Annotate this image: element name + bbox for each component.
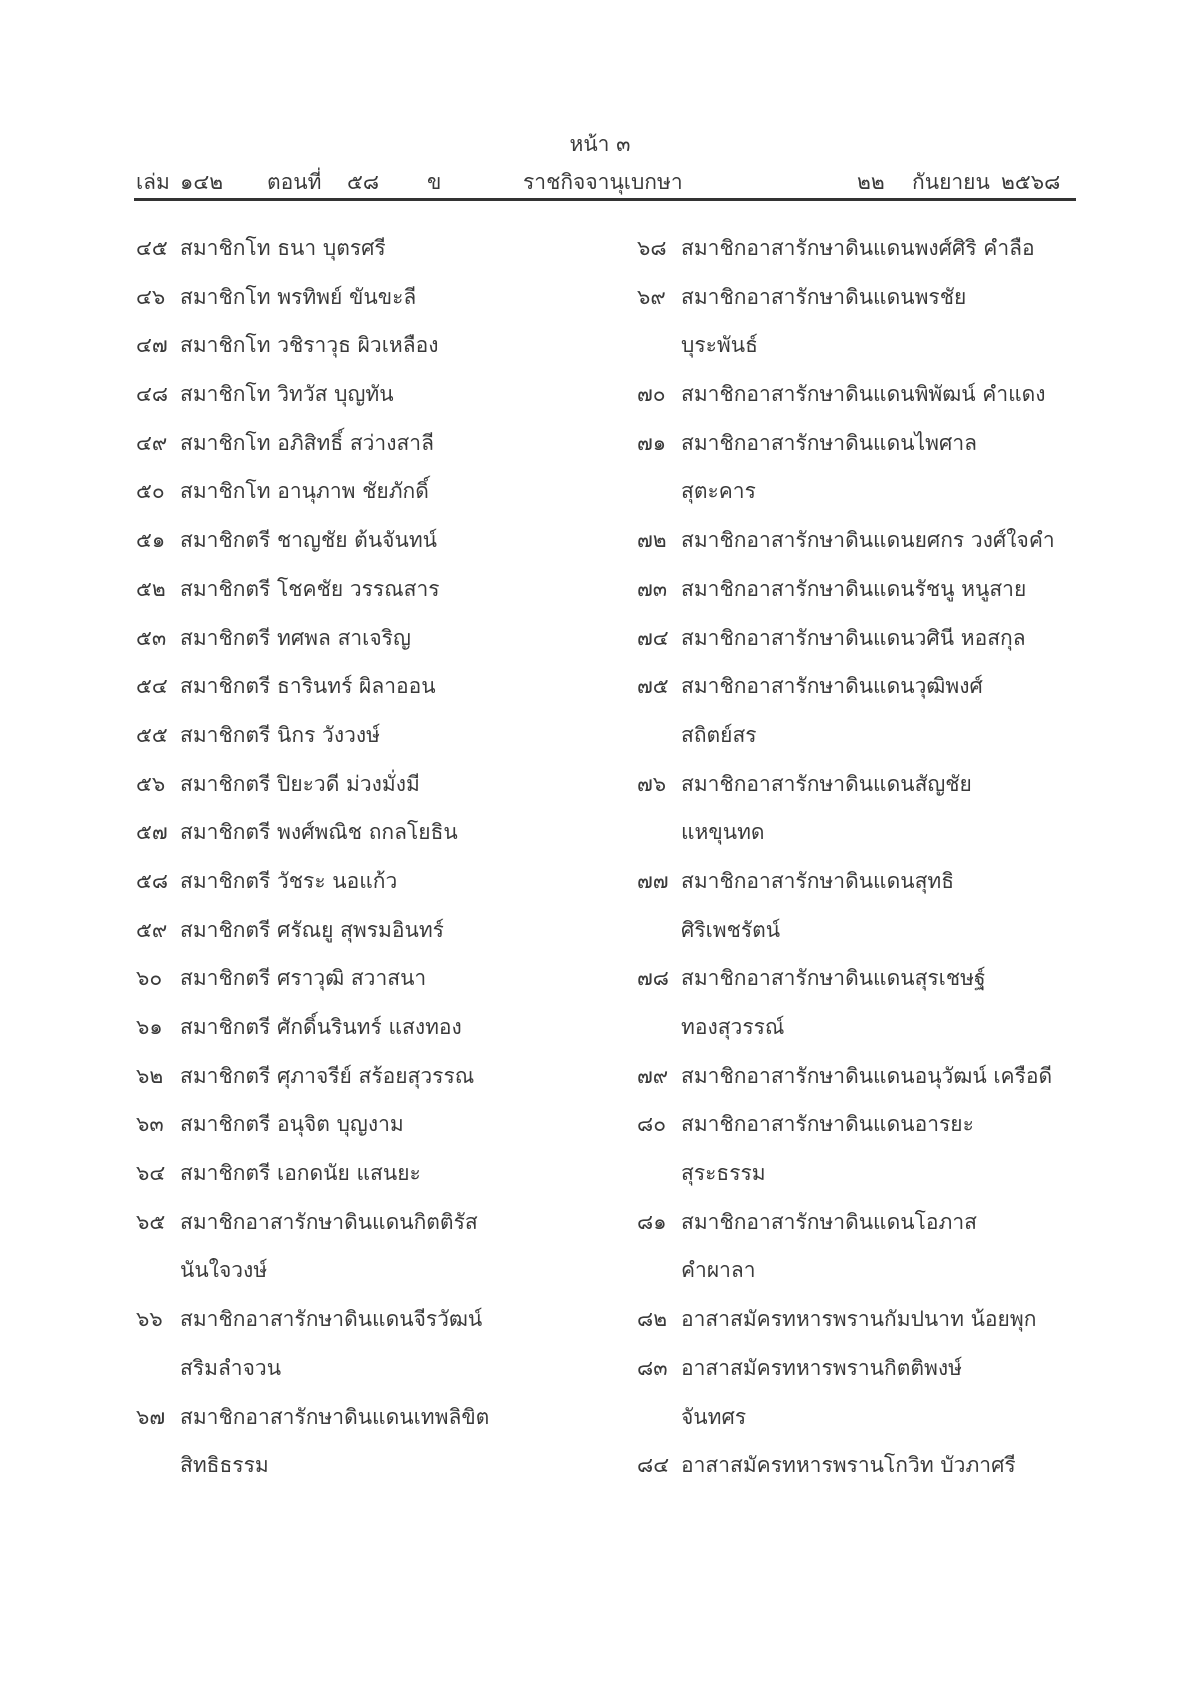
- list-item-line: [637, 1250, 1055, 1299]
- list-item-line: [136, 1007, 489, 1056]
- list-item-line: [637, 1056, 1055, 1105]
- list-item-line: [136, 958, 489, 1007]
- list-item-line: [637, 569, 1055, 618]
- member-name: สมาชิกอาสารักษาดินแดนพงศ์ศิริ คำลือ: [681, 236, 1035, 260]
- volume-number: ๑๔๒: [180, 170, 224, 194]
- left-name-list: [136, 228, 489, 1494]
- item-number: ๘๔: [637, 1453, 670, 1478]
- member-name: สมาชิกตรี ศรัณยู สุพรมอินทร์: [180, 917, 444, 942]
- list-item-line: [637, 1348, 1055, 1397]
- member-name: สมาชิกอาสารักษาดินแดนสุรเชษฐ์: [681, 966, 986, 991]
- member-name: สมาชิกอาสารักษาดินแดนอนุวัฒน์ เครือดี: [681, 1063, 1053, 1088]
- list-item: [637, 1445, 1055, 1494]
- list-item-line: [637, 618, 1055, 667]
- item-number: ๗๓: [637, 576, 668, 601]
- item-number: ๗๒: [637, 528, 667, 553]
- list-item: [136, 423, 489, 472]
- member-name: สมาชิกตรี อนุจิต บุญงาม: [180, 1112, 404, 1137]
- item-number: [637, 1397, 681, 1446]
- list-item-line: [637, 423, 1055, 472]
- list-item-line: [637, 1445, 1055, 1494]
- list-item: [136, 520, 489, 569]
- item-number: ๖๐: [136, 966, 163, 991]
- item-number: ๕๗: [136, 820, 168, 845]
- item-number: [637, 1250, 681, 1299]
- list-item: [136, 715, 489, 764]
- list-item-line: [637, 228, 1055, 277]
- item-number: [637, 1007, 681, 1056]
- list-item: [637, 861, 1055, 958]
- list-item-line: [136, 1299, 489, 1348]
- member-name: สริมลำจวน: [180, 1355, 282, 1380]
- member-name: สมาชิกตรี ทศพล สาเจริญ: [180, 625, 411, 650]
- member-name: นันใจวงษ์: [180, 1258, 268, 1283]
- item-number: ๗๑: [637, 430, 667, 455]
- member-name: สมาชิกโท พรทิพย์ ขันขะลี: [180, 284, 417, 309]
- member-name: สมาชิกตรี ศุภาจรีย์ สร้อยสุวรรณ: [180, 1063, 475, 1088]
- member-name: สมาชิกตรี โชคชัย วรรณสาร: [180, 576, 440, 601]
- list-item-line: [136, 1348, 489, 1397]
- list-item: [136, 1202, 489, 1299]
- date-month: กันยายน: [912, 170, 990, 194]
- date-day: ๒๒: [857, 170, 885, 194]
- item-number: ๘๒: [637, 1307, 668, 1332]
- list-item-line: [136, 618, 489, 667]
- list-item-line: [136, 812, 489, 861]
- list-item-line: [637, 1299, 1055, 1348]
- member-name: สิทธิธรรม: [180, 1453, 269, 1478]
- member-name: สมาชิกอาสารักษาดินแดนวุฒิพงศ์: [681, 674, 983, 699]
- member-name: สุตะคาร: [681, 479, 756, 504]
- item-number: [136, 1445, 180, 1494]
- list-item: [136, 1397, 489, 1494]
- member-name: คำผาลา: [681, 1258, 756, 1283]
- member-name: สมาชิกอาสารักษาดินแดนจีรวัฒน์: [180, 1307, 483, 1332]
- list-item-line: [136, 1153, 489, 1202]
- member-name: สมาชิกอาสารักษาดินแดนสุทธิ: [681, 868, 955, 893]
- header-rule: [134, 198, 1076, 201]
- item-number: ๖๗: [136, 1404, 166, 1429]
- list-item-line: [637, 861, 1055, 910]
- list-item-line: [136, 1445, 489, 1494]
- member-name: สมาชิกอาสารักษาดินแดนเทพลิขิต: [180, 1404, 490, 1429]
- list-item-line: [637, 812, 1055, 861]
- list-item-line: [136, 715, 489, 764]
- list-item: [637, 1299, 1055, 1348]
- publication-title: ราชกิจจานุเบกษา: [523, 170, 683, 194]
- item-number: ๖๙: [637, 284, 666, 309]
- member-name: จันทศร: [681, 1404, 747, 1429]
- list-item: [136, 228, 489, 277]
- member-name: สมาชิกอาสารักษาดินแดนพิพัฒน์ คำแดง: [681, 382, 1046, 407]
- list-item: [136, 958, 489, 1007]
- right-name-list: [637, 228, 1055, 1494]
- issue-label: ตอนที่: [267, 170, 322, 194]
- item-number: ๖๓: [136, 1112, 164, 1137]
- item-number: ๘๑: [637, 1209, 667, 1234]
- member-name: ศิริเพชรัตน์: [681, 917, 781, 942]
- list-item: [637, 277, 1055, 374]
- member-name: สมาชิกอาสารักษาดินแดนโอภาส: [681, 1209, 977, 1234]
- item-number: ๔๖: [136, 284, 166, 309]
- item-number: ๔๕: [136, 236, 168, 260]
- item-number: ๖๖: [136, 1307, 163, 1332]
- item-number: ๕๘: [136, 868, 169, 893]
- item-number: ๗๗: [637, 868, 669, 893]
- list-item-line: [637, 958, 1055, 1007]
- list-item-line: [637, 764, 1055, 813]
- list-item-line: [136, 228, 489, 277]
- member-name: สมาชิกอาสารักษาดินแดนกิตติรัส: [180, 1209, 478, 1234]
- list-item: [637, 1202, 1055, 1299]
- list-item-line: [136, 666, 489, 715]
- list-item: [637, 228, 1055, 277]
- section-letter: ข: [427, 170, 442, 194]
- member-name: อาสาสมัครทหารพรานกัมปนาท น้อยพุก: [681, 1307, 1037, 1332]
- item-number: ๗๖: [637, 771, 667, 796]
- item-number: ๕๕: [136, 722, 168, 747]
- item-number: ๗๕: [637, 674, 669, 699]
- list-item: [637, 764, 1055, 861]
- item-number: [637, 715, 681, 764]
- item-number: ๘๓: [637, 1355, 668, 1380]
- item-number: ๗๔: [637, 625, 669, 650]
- list-item-line: [637, 520, 1055, 569]
- member-name: สมาชิกตรี ธารินทร์ ผิลาออน: [180, 674, 436, 699]
- list-item-line: [637, 325, 1055, 374]
- member-name: สมาชิกโท อภิสิทธิ์ สว่างสาลี: [180, 430, 434, 455]
- item-number: [136, 1250, 180, 1299]
- item-number: ๘๐: [637, 1112, 667, 1137]
- item-number: ๕๙: [136, 917, 168, 942]
- list-item-line: [136, 1397, 489, 1446]
- list-item: [136, 1007, 489, 1056]
- list-item: [637, 958, 1055, 1055]
- list-item: [136, 764, 489, 813]
- member-name: สมาชิกตรี ชาญชัย ต้นจันทน์: [180, 528, 438, 553]
- list-item-line: [637, 1104, 1055, 1153]
- member-name: สุระธรรม: [681, 1161, 766, 1186]
- list-item-line: [136, 1056, 489, 1105]
- item-number: ๕๑: [136, 528, 166, 553]
- member-name: สมาชิกอาสารักษาดินแดนพรชัย: [681, 284, 967, 309]
- member-name: สถิตย์สร: [681, 722, 757, 747]
- item-number: ๕๒: [136, 576, 166, 601]
- member-name: สมาชิกอาสารักษาดินแดนไพศาล: [681, 430, 977, 455]
- list-item: [637, 1104, 1055, 1201]
- list-item: [637, 520, 1055, 569]
- page-number: หน้า ๓: [569, 132, 631, 156]
- list-item-line: [136, 374, 489, 423]
- item-number: [637, 325, 681, 374]
- item-number: ๕๐: [136, 479, 165, 504]
- item-number: [136, 1348, 180, 1397]
- member-name: สมาชิกตรี ศักดิ์นรินทร์ แสงทอง: [180, 1015, 462, 1039]
- list-item: [637, 618, 1055, 667]
- item-number: ๔๗: [136, 333, 168, 358]
- member-name: สมาชิกอาสารักษาดินแดนสัญชัย: [681, 771, 972, 796]
- list-item: [136, 618, 489, 667]
- item-number: ๕๖: [136, 771, 166, 796]
- list-item: [637, 1056, 1055, 1105]
- list-item-line: [136, 520, 489, 569]
- list-item-line: [637, 1397, 1055, 1446]
- list-item: [136, 569, 489, 618]
- item-number: ๖๕: [136, 1209, 166, 1234]
- list-item-line: [637, 1202, 1055, 1251]
- member-name: สมาชิกโท วชิราวุธ ผิวเหลือง: [180, 333, 439, 358]
- list-item: [637, 423, 1055, 520]
- item-number: ๕๓: [136, 625, 167, 650]
- list-item-line: [136, 1202, 489, 1251]
- list-item: [637, 374, 1055, 423]
- list-item: [136, 1056, 489, 1105]
- issue-number: ๕๘: [347, 170, 380, 194]
- list-item-line: [136, 1250, 489, 1299]
- list-item-line: [637, 1007, 1055, 1056]
- member-name: สมาชิกอาสารักษาดินแดนรัชนู หนูสาย: [681, 576, 1027, 601]
- list-item-line: [136, 423, 489, 472]
- item-number: ๔๙: [136, 430, 168, 455]
- list-item-line: [136, 764, 489, 813]
- member-name: สมาชิกตรี ศราวุฒิ สวาสนา: [180, 966, 427, 991]
- list-item: [136, 1153, 489, 1202]
- list-item: [136, 277, 489, 326]
- list-item: [136, 1299, 489, 1396]
- item-number: ๗๘: [637, 966, 669, 991]
- item-number: ๖๔: [136, 1161, 166, 1186]
- member-name: สมาชิกอาสารักษาดินแดนวศินี หอสกุล: [681, 625, 1026, 650]
- volume-label: เล่ม: [136, 170, 170, 194]
- member-name: แหขุนทด: [681, 820, 765, 845]
- date-year: ๒๕๖๘: [1001, 170, 1061, 194]
- item-number: ๖๑: [136, 1015, 163, 1039]
- member-name: สมาชิกอาสารักษาดินแดนอารยะ: [681, 1112, 974, 1137]
- list-item: [136, 812, 489, 861]
- item-number: ๔๘: [136, 382, 169, 407]
- list-item: [136, 325, 489, 374]
- list-item: [136, 666, 489, 715]
- member-name: สมาชิกโท อานุภาพ ชัยภักดิ์: [180, 479, 429, 504]
- list-item-line: [637, 471, 1055, 520]
- member-name: สมาชิกอาสารักษาดินแดนยศกร วงศ์ใจคำ: [681, 528, 1055, 553]
- list-item-line: [637, 374, 1055, 423]
- list-item-line: [637, 277, 1055, 326]
- member-name: สมาชิกตรี พงศ์พณิช ถกลโยธิน: [180, 820, 458, 845]
- list-item-line: [136, 861, 489, 910]
- list-item: [136, 861, 489, 910]
- list-item: [637, 666, 1055, 763]
- item-number: [637, 471, 681, 520]
- list-item: [637, 1348, 1055, 1445]
- list-item: [136, 910, 489, 959]
- item-number: ๖๘: [637, 236, 667, 260]
- list-item: [136, 374, 489, 423]
- member-name: ทองสุวรรณ์: [681, 1015, 785, 1039]
- member-name: สมาชิกตรี เอกดนัย แสนยะ: [180, 1161, 421, 1186]
- member-name: สมาชิกตรี ปิยะวดี ม่วงมั่งมี: [180, 771, 420, 796]
- item-number: ๖๒: [136, 1063, 164, 1088]
- member-name: อาสาสมัครทหารพรานกิตติพงษ์: [681, 1355, 962, 1380]
- list-item-line: [136, 569, 489, 618]
- list-item-line: [637, 1153, 1055, 1202]
- item-number: [637, 910, 681, 959]
- item-number: [637, 1153, 681, 1202]
- member-name: อาสาสมัครทหารพรานโกวิท บัวภาศรี: [681, 1453, 1016, 1478]
- item-number: [637, 812, 681, 861]
- item-number: ๗๙: [637, 1063, 669, 1088]
- list-item: [136, 1104, 489, 1153]
- list-item-line: [136, 471, 489, 520]
- list-item-line: [136, 910, 489, 959]
- list-item-line: [136, 325, 489, 374]
- list-item-line: [637, 666, 1055, 715]
- item-number: ๕๔: [136, 674, 168, 699]
- member-name: สมาชิกตรี วัชระ นอแก้ว: [180, 868, 398, 893]
- member-name: บุระพันธ์: [681, 333, 758, 358]
- list-item: [637, 569, 1055, 618]
- list-item-line: [136, 277, 489, 326]
- item-number: ๗๐: [637, 382, 666, 407]
- member-name: สมาชิกโท ธนา บุตรศรี: [180, 236, 386, 260]
- list-item-line: [637, 910, 1055, 959]
- list-item-line: [637, 715, 1055, 764]
- list-item: [136, 471, 489, 520]
- member-name: สมาชิกโท วิทวัส บุญทัน: [180, 382, 394, 407]
- member-name: สมาชิกตรี นิกร วังวงษ์: [180, 722, 380, 747]
- list-item-line: [136, 1104, 489, 1153]
